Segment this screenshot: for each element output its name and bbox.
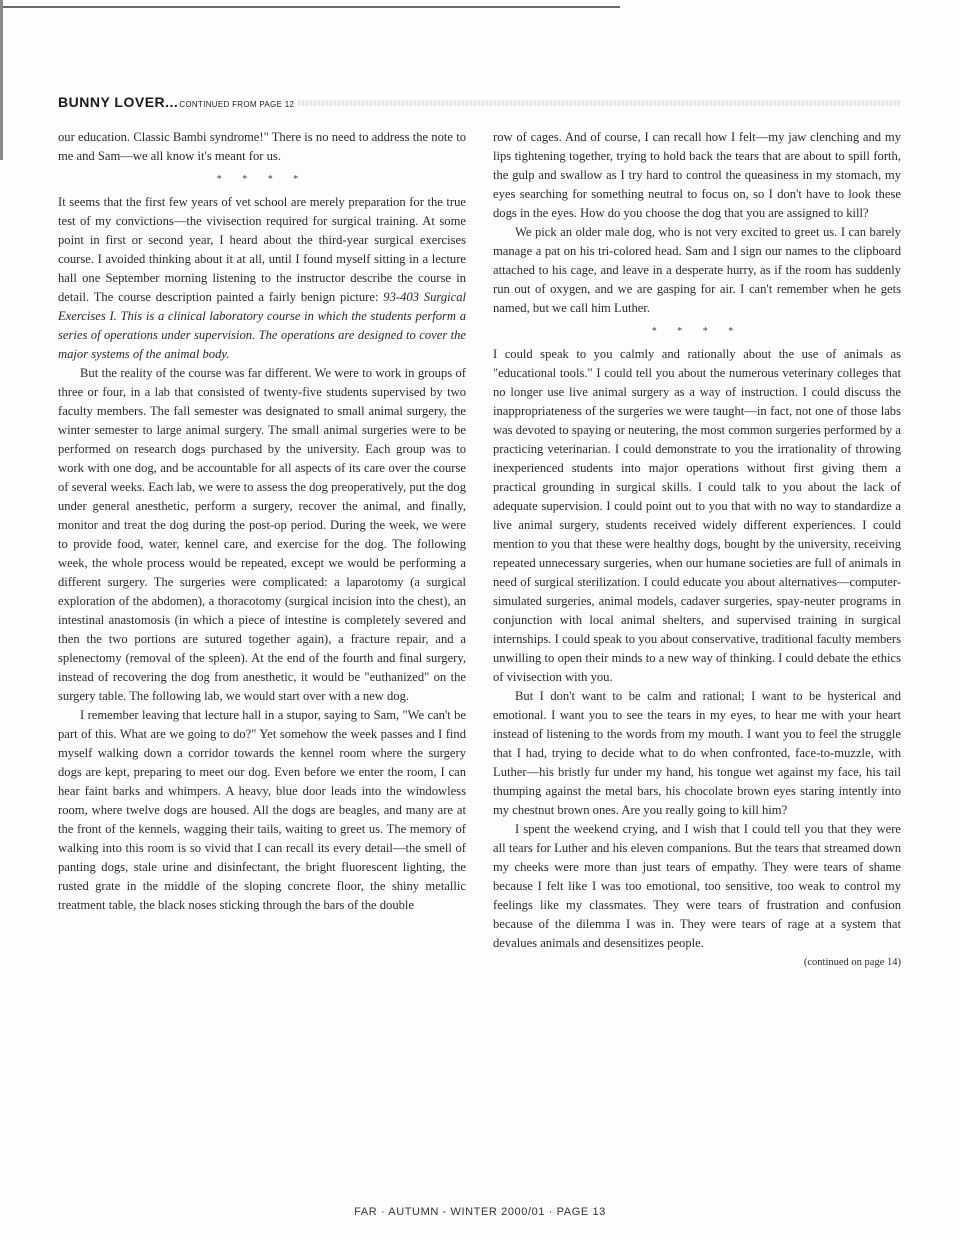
running-header bbox=[58, 90, 900, 110]
paragraph: our education. Classic Bambi syndrome!" There is no need to address the note to me and Sam—we all know it's meant for us. bbox=[58, 130, 466, 163]
paragraph: We pick an older male dog, who is not very excited to greet us. I can barely manage a pat on his tri-colored head. Sam and I sign our names to the clipboard attached to his cage, and leave in a desperate hurry, as if the room has suddenly run out of oxygen, and we are gasping for air. I can't remember when he gets named, but we call him Luther. bbox=[493, 225, 901, 315]
header-title: BUNNY LOVER... bbox=[58, 94, 179, 110]
paragraph-text: It seems that the first few years of vet school are merely preparation for the true test of my convictions—the vivisection required for surgical training. At some point in first or second year, I heard about the third-year surgical exercises course. I avoided thinking about it at all, until I found myself sitting in a lecture hall one September morning listening to the instructor describe the course in detail. The course description painted a fairly benign picture: bbox=[58, 195, 466, 304]
paragraph: But I don't want to be calm and rational; I want to be hysterical and emotional. I want you to see the tears in my eyes, to hear me with your heart instead of listening to the words from my mouth. I want you to feel the struggle that I had, trying to decide what to do when confronted, face-to-muzzle, with Luther—his bristly fur under my hand, his tongue wet against my face, his tail thumping against the metal bars, his chocolate brown eyes staring intently into my chestnut brown ones. Are you really going to kill him? bbox=[493, 689, 901, 817]
page-footer: FAR · AUTUMN - WINTER 2000/01 · PAGE 13 bbox=[354, 1206, 606, 1218]
course-description-quote: 93-403 Surgical Exercises I. This is a clinical laboratory course in which the students perform a series of operations under supervision. The operations are designed to cover the major systems of the animal body. bbox=[58, 290, 466, 361]
header-rule bbox=[298, 100, 900, 106]
top-scan-rule bbox=[0, 6, 620, 8]
continued-on-note: (continued on page 14) bbox=[803, 957, 901, 968]
paragraph: I could speak to you calmly and rationally about the use of animals as "educational tools." I could tell you about the numerous veterinary colleges that no longer use live animal surgery as a way of instruction. I could discuss the inappropriateness of the surgeries we were taught—in fact, not one of those labs was devoted to spaying or neutering, the most common surgeries performed by a practicing veterinarian. I could demonstrate to you the irrationality of throwing inexperienced students into major operations without first giving them a practical grounding in surgical skills. I could talk to you about the lack of adequate supervision. I could point out to you that with no way to standardize a live animal surgery, students received widely different experiences. I could mention to you that these were healthy dogs, bought by the university, receiving repeated unnecessary surgeries, when our humane societies are full of animals in need of surgical sterilization. I could educate you about alternatives—computer-simulated surgeries, animal models, cadaver surgeries, spay-neuter programs in conjunction with local animal shelters, and supervised training in surgical internships. I could speak to you about conservative, traditional faculty members unwilling to open their minds to a new way of thinking. I could debate the ethics of vivisection with you. bbox=[493, 347, 901, 684]
section-break-stars: * * * * bbox=[651, 326, 743, 337]
paragraph bbox=[58, 193, 466, 364]
right-column bbox=[493, 128, 901, 971]
header-continued-from: CONTINUED FROM PAGE 12 bbox=[179, 100, 295, 109]
paragraph: I remember leaving that lecture hall in a stupor, saying to Sam, "We can't be part of this. What are we going to do?" Yet somehow the week passes and I find myself walking down a corridor towards the kennel room where the surgery dogs are kept, preparing to meet our dog. Even before we enter the room, I can hear faint barks and whimpers. A heavy, blue door leads into the windowless room, where twelve dogs are housed. All the dogs are beagles, and many are at the front of the kennels, wagging their tails, waiting to greet us. The memory of walking into this room is so vivid that I can recall its every detail—the smell of panting dogs, stale urine and disinfectant, the bright fluorescent lighting, the rusted grate in the middle of the sloping concrete floor, the shiny metallic treatment table, the black noses sticking through the bars of the double bbox=[58, 708, 466, 912]
left-column bbox=[58, 128, 466, 915]
paragraph: But the reality of the course was far different. We were to work in groups of three or four, in a lab that consisted of twenty-five students supervised by two faculty members. The fall semester was designated to small animal surgery, the winter semester to large animal surgery. The small animal surgeries were to be performed on research dogs purchased by the university. Each group was to work with one dog, and be accountable for all aspects of its care over the course of several weeks. Each lab, we were to assess the dog preoperatively, put the dog under general anesthetic, perform a surgery, recover the animal, and finally, monitor and treat the dog during the post-op period. During the week, we were to provide food, water, kennel care, and exercise for the dog. The following week, the whole process would be repeated, except we would be performing a different surgery. The surgeries were complicated: a laparotomy (a surgical exploration of the abdomen), a thoracotomy (surgical incision into the chest), an intestinal anastomosis (in which a piece of intestine is completely severed and then the two portions are sutured together again), a fracture repair, and a splenectomy (removal of the spleen). At the end of the fourth and final surgery, instead of recovering the dog from anesthetic, it would be "euthanized" on the surgery table. The following lab, we would start over with a new dog. bbox=[58, 366, 466, 703]
section-break-stars: * * * * bbox=[216, 174, 308, 185]
left-scan-edge bbox=[0, 0, 3, 160]
paragraph: row of cages. And of course, I can recall how I felt—my jaw clenching and my lips tightening together, trying to hold back the tears that are about to spill forth, the gulp and swallow as I try hard to control the queasiness in my stomach, my eyes searching for something neutral to focus on, so I don't have to look these dogs in the eyes. How do you choose the dog that you are assigned to kill? bbox=[493, 130, 901, 220]
paragraph: I spent the weekend crying, and I wish that I could tell you that they were all tears for Luther and his eleven companions. But the tears that streamed down my cheeks were more than just tears of empathy. They were tears of shame because I felt like I was too emotional, too sensitive, too weak to control my feelings like my classmates. They were tears of frustration and confusion because of the dilemma I was in. They were tears of rage at a system that devalues animals and desensitizes people. bbox=[493, 822, 901, 950]
